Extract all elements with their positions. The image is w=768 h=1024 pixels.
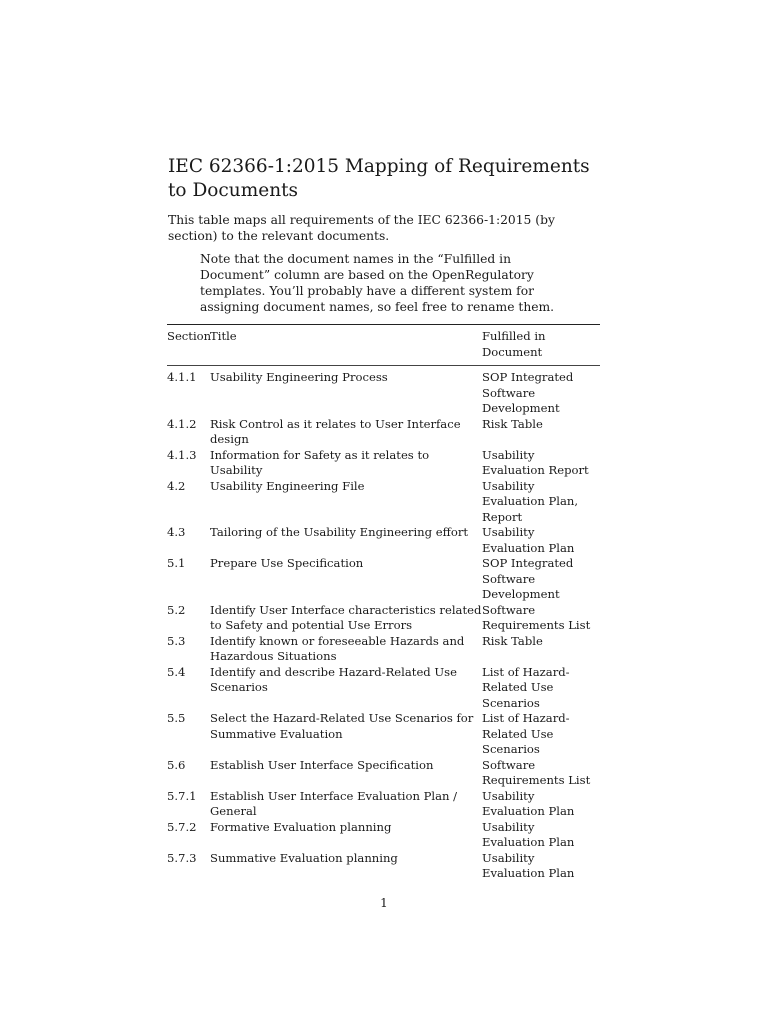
cell-title: Establish User Interface Specification: [210, 757, 434, 772]
cell-section: 5.1: [167, 556, 186, 570]
table-row: [167, 789, 600, 820]
cell-title: Information for Safety as it relates to Usability: [210, 447, 430, 477]
cell-section: 5.5: [167, 711, 186, 725]
table-row: [167, 603, 600, 634]
cell-title: Identify and describe Hazard-Related Use Scenarios: [210, 664, 457, 694]
cell-section: 5.7.3: [167, 850, 197, 865]
cell-document: SOP Integrated Software Development: [482, 556, 574, 601]
header-title: Title: [210, 329, 237, 343]
cell-title: Select the Hazard-Related Use Scenarios for Summative Evaluation: [210, 711, 474, 741]
cell-title: Establish User Interface Evaluation Plan / General: [210, 788, 458, 818]
table-row: [167, 417, 600, 448]
cell-section: 5.2: [167, 602, 186, 617]
cell-section: 4.2: [167, 478, 186, 493]
cell-document: Software Requirements List: [482, 602, 591, 632]
cell-section: 5.3: [167, 633, 186, 648]
cell-document: Risk Table: [482, 416, 543, 431]
cell-section: 4.1.1: [167, 370, 197, 384]
cell-title: Usability Engineering Process: [210, 370, 388, 384]
cell-document: List of Hazard-Related Use Scenarios: [482, 664, 570, 710]
table-row: [167, 665, 600, 712]
cell-document: Usability Evaluation Plan: [482, 819, 575, 849]
table-row: [167, 758, 600, 789]
header-document: Fulfilled in Document: [482, 329, 546, 359]
cell-section: 5.7.2: [167, 819, 197, 834]
page-number: 1: [380, 896, 388, 910]
cell-section: 5.7.1: [167, 788, 197, 803]
cell-section: 4.3: [167, 525, 186, 539]
table-row: [167, 820, 600, 851]
cell-section: 5.6: [167, 757, 186, 772]
table-row: [167, 556, 600, 603]
cell-document: Usability Evaluation Plan: [482, 525, 575, 555]
header-section: Section: [167, 329, 212, 343]
cell-document: Usability Evaluation Plan: [482, 788, 575, 818]
cell-document: Software Requirements List: [482, 757, 591, 787]
cell-title: Usability Engineering File: [210, 478, 365, 493]
cell-document: Usability Evaluation Plan: [482, 850, 575, 880]
table-header-row: [167, 325, 600, 366]
cell-section: 4.1.3: [167, 447, 197, 462]
cell-title: Tailoring of the Usability Engineering effort: [210, 525, 469, 539]
note-paragraph: Note that the document names in the “Fulfilled in Document” column are based on the OpenRegulatory templates. You’ll probably have a different system for assigning document names, so feel free to rename them.: [200, 252, 555, 314]
requirements-mapping-table: [167, 324, 600, 882]
table-row: [167, 711, 600, 758]
cell-title: Formative Evaluation planning: [210, 819, 392, 834]
table-row: [167, 634, 600, 665]
table-row: [167, 479, 600, 526]
cell-section: 5.4: [167, 664, 186, 679]
table-row: [167, 448, 600, 479]
cell-document: List of Hazard-Related Use Scenarios: [482, 711, 570, 756]
page-title: IEC 62366-1:2015 Mapping of Requirements to Documents: [168, 156, 590, 201]
cell-title: Risk Control as it relates to User Interface design: [210, 416, 461, 446]
table-row: [167, 525, 600, 556]
table-row: [167, 851, 600, 882]
table-row: [167, 366, 600, 417]
cell-document: Usability Evaluation Report: [482, 447, 589, 477]
cell-title: Summative Evaluation planning: [210, 850, 398, 865]
cell-title: Identify User Interface characteristics related to Safety and potential Use Errors: [210, 602, 482, 632]
cell-title: Prepare Use Specification: [210, 556, 364, 570]
cell-document: Usability Evaluation Plan, Report: [482, 478, 579, 524]
cell-section: 4.1.2: [167, 416, 197, 431]
intro-paragraph: This table maps all requirements of the IEC 62366-1:2015 (by section) to the relevant documents.: [168, 213, 555, 243]
cell-title: Identify known or foreseeable Hazards and Hazardous Situations: [210, 633, 465, 663]
cell-document: SOP Integrated Software Development: [482, 370, 574, 415]
cell-document: Risk Table: [482, 633, 543, 648]
